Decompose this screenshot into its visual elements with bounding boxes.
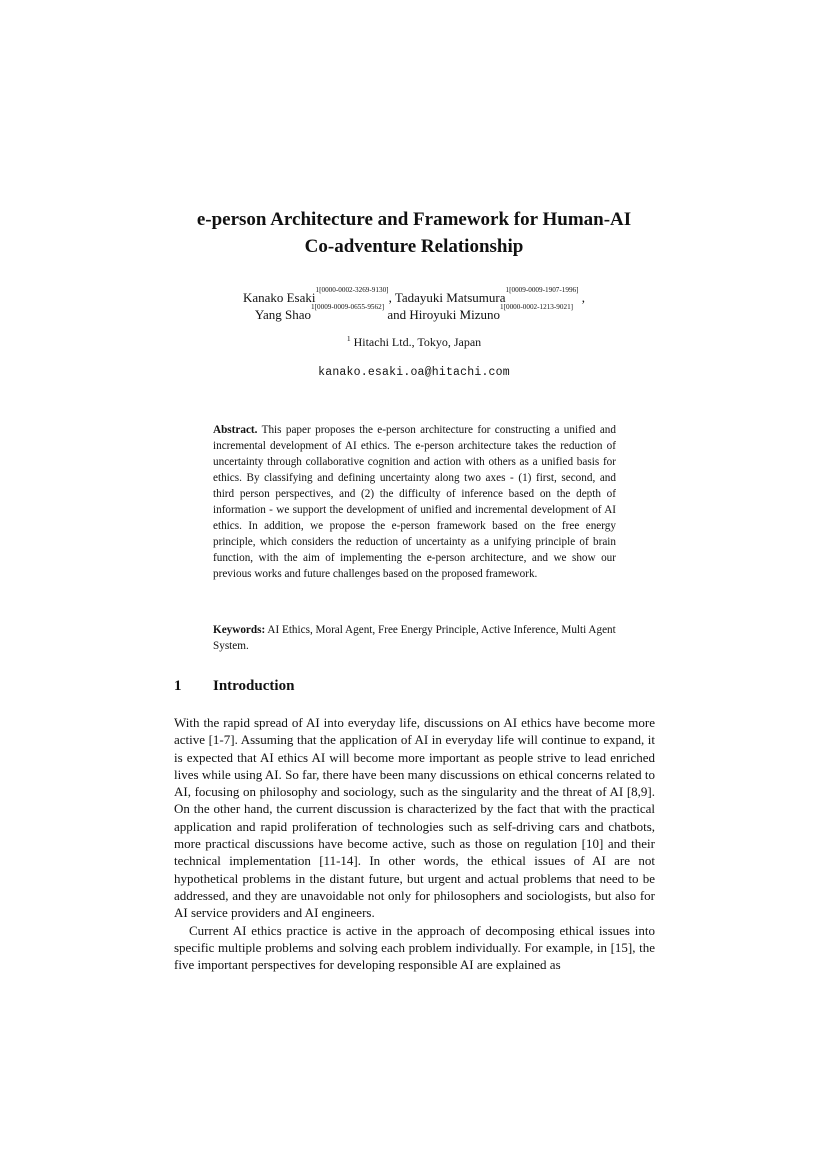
introduction-body xyxy=(174,714,655,973)
author-line-1 xyxy=(0,286,828,306)
affiliation-marker: 1 xyxy=(346,334,351,343)
author-name: and Hiroyuki Mizuno xyxy=(384,307,500,322)
keywords xyxy=(213,622,616,654)
author-name: Yang Shao xyxy=(254,307,312,322)
affiliation-text: Hitachi Ltd., Tokyo, Japan xyxy=(350,335,482,349)
paragraph: Current AI ethics practice is active in the approach of decomposing ethical issues into specific multiple problems and solving each problem individually. For example, in [15], the five important perspectives for developing responsible AI are explained as xyxy=(174,922,655,973)
section-title: Introduction xyxy=(213,678,295,694)
section-number: 1 xyxy=(174,678,182,694)
abstract-text: This paper proposes the e-person architecture for constructing a unified and incremental development of AI ethics. The e-person architecture takes the reduction of uncertainty through collaborative cognition and action with others as a unified basis for ethics. By classifying and defining uncertainty along two axes - (1) first, second, and third person perspectives, and (2) the difficulty of inference based on the depth of information - we support the development of unified and incremental development of AI ethics. In addition, we propose the e-person framework based on the free energy principle, which considers the reduction of uncertainty as a unifying principle of brain function, with the aim of implementing the e-person architecture, and we show our previous works and future challenges based on the proposed framework. xyxy=(213,424,616,580)
affiliation xyxy=(0,335,828,350)
author-list xyxy=(0,286,828,323)
author-separator: , xyxy=(578,290,586,305)
paper-title xyxy=(0,206,828,260)
author-line-2 xyxy=(0,303,828,323)
abstract xyxy=(213,422,616,582)
title-line-2: Co-adventure Relationship xyxy=(304,236,524,257)
section-heading-introduction xyxy=(174,678,294,695)
author-email: kanako.esaki.oa@hitachi.com xyxy=(318,366,510,379)
title-line-1: e-person Architecture and Framework for Human-AI xyxy=(196,209,632,230)
keywords-text: AI Ethics, Moral Agent, Free Energy Principle, Active Inference, Multi Agent System. xyxy=(213,624,616,652)
abstract-label: Abstract. xyxy=(213,424,258,436)
author-name: , Tadayuki Matsumura xyxy=(388,290,506,305)
author-name: Kanako Esaki xyxy=(242,290,316,305)
author-orcid: 1[0000-0002-1213-9021] xyxy=(500,303,574,311)
author-orcid: 1[0000-0002-3269-9130] xyxy=(315,286,389,294)
paragraph: With the rapid spread of AI into everyday life, discussions on AI ethics have become more active [1-7]. Assuming that the application of AI in everyday life will continue to expand, it is expected that AI ethics AI will become more important as people strive to lead enriched lives while using AI. So far, there have been many discussions on ethical concerns related to AI, focusing on philosophy and sociology, such as the singularity and the threat of AI [8,9]. On the other hand, the current discussion is characterized by the fact that with the practical application and rapid proliferation of technologies such as self-driving cars and chatbots, more practical discussions have become active, such as those on regulation [10] and their technical implementation [11-14]. In other words, the ethical issues of AI are not hypothetical problems in the distant future, but urgent and actual problems that need to be addressed, and they are unavoidable not only for philosophers and sociologists, but also for AI service providers and AI engineers. xyxy=(174,715,655,921)
author-orcid: 1[0009-0009-1907-1996] xyxy=(505,286,579,294)
keywords-label: Keywords: xyxy=(213,624,266,636)
author-orcid: 1[0009-0009-0655-9562] xyxy=(311,303,385,311)
